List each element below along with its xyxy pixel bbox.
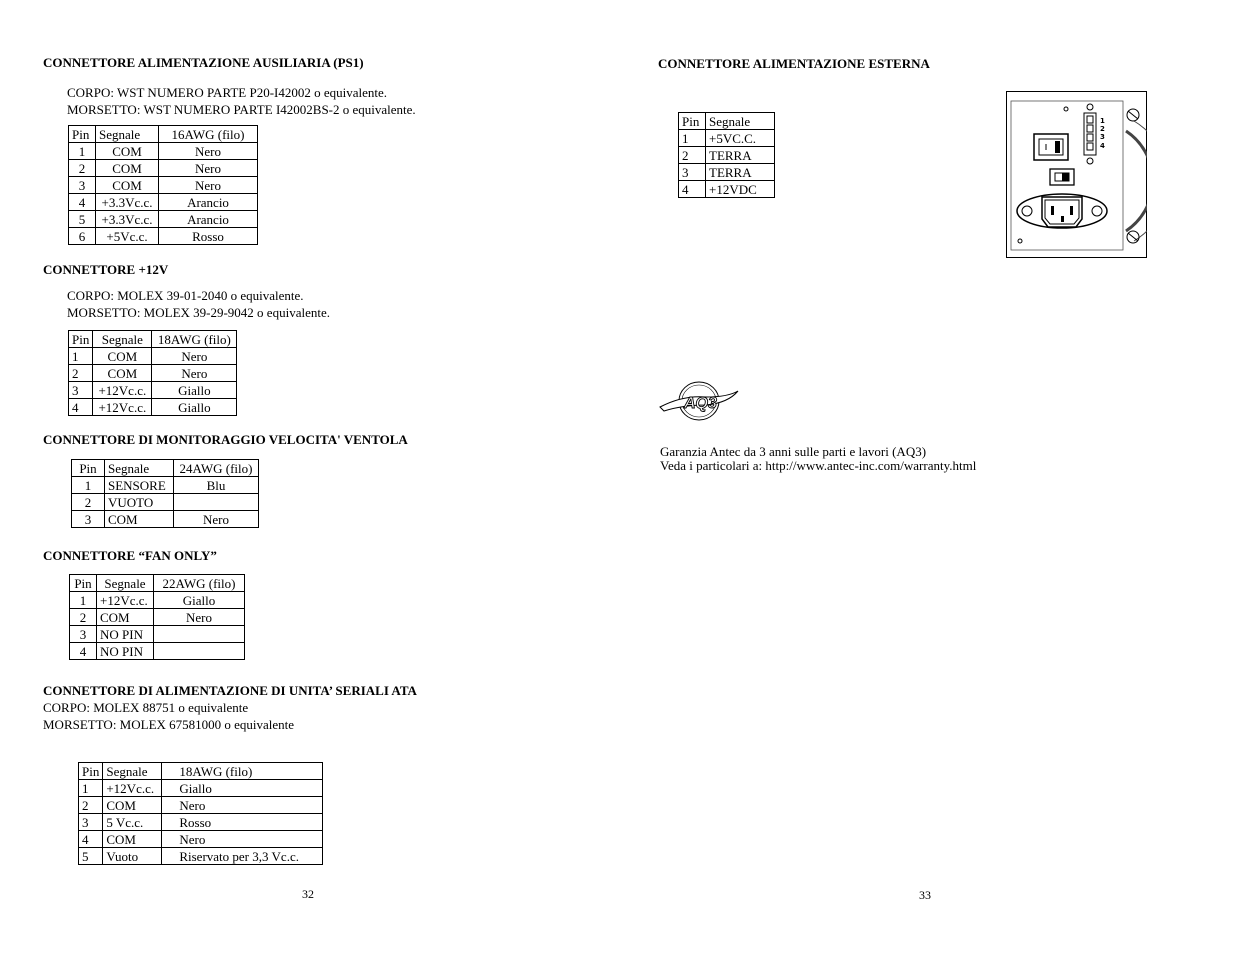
cell: COM xyxy=(103,797,162,814)
cell: 4 xyxy=(69,399,93,416)
cell: 4 xyxy=(79,831,103,848)
table-row xyxy=(72,494,259,511)
cell: Rosso xyxy=(162,814,323,831)
cell: 1 xyxy=(72,477,105,494)
table-row xyxy=(69,228,258,245)
table-row xyxy=(79,797,323,814)
column-header: Pin xyxy=(70,575,97,592)
column-header: Segnale xyxy=(105,460,174,477)
cell: 2 xyxy=(70,609,97,626)
table-row xyxy=(70,592,245,609)
cell: Riservato per 3,3 Vc.c. xyxy=(162,848,323,865)
cell: NO PIN xyxy=(97,626,154,643)
table-header-row xyxy=(70,575,245,592)
ps1-table xyxy=(68,125,258,245)
v12-heading: CONNETTORE +12V xyxy=(43,262,169,277)
cell: 4 xyxy=(69,194,96,211)
cell: Nero xyxy=(162,831,323,848)
sata-table xyxy=(78,762,323,865)
cell: Nero xyxy=(159,143,258,160)
cell: TERRA xyxy=(706,147,775,164)
table-row xyxy=(70,609,245,626)
cell: NO PIN xyxy=(97,643,154,660)
pin-label: 2 xyxy=(1100,125,1105,133)
sata-heading: CONNETTORE DI ALIMENTAZIONE DI UNITA’ SERIALI ATA xyxy=(43,683,417,698)
pin-label: 4 xyxy=(1100,142,1105,150)
table-row xyxy=(79,814,323,831)
cell: 1 xyxy=(79,780,103,797)
cell: +5Vc.c. xyxy=(96,228,159,245)
column-header: Pin xyxy=(79,763,103,780)
pin-label: 3 xyxy=(1100,133,1105,141)
table-row xyxy=(79,780,323,797)
cell: +12Vc.c. xyxy=(97,592,154,609)
table-row xyxy=(70,626,245,643)
cell: COM xyxy=(103,831,162,848)
ps1-body-line: CORPO: WST NUMERO PARTE P20-I42002 o equivalente. xyxy=(67,85,388,100)
cell: 3 xyxy=(79,814,103,831)
column-header: Pin xyxy=(69,331,93,348)
page-number-left: 32 xyxy=(302,887,314,901)
logo-text: AQ3 xyxy=(684,395,717,412)
cell: COM xyxy=(96,160,159,177)
cell: 2 xyxy=(69,160,96,177)
cell: 1 xyxy=(679,130,706,147)
cell: Nero xyxy=(174,511,259,528)
column-header: Pin xyxy=(679,113,706,130)
cell: Arancio xyxy=(159,211,258,228)
fanonly-table xyxy=(69,574,245,660)
cell: 3 xyxy=(679,164,706,181)
cell: 5 Vc.c. xyxy=(103,814,162,831)
cell: +12Vc.c. xyxy=(103,780,162,797)
table-row xyxy=(679,164,775,181)
table-row xyxy=(69,177,258,194)
cell: 2 xyxy=(79,797,103,814)
table-row xyxy=(679,147,775,164)
cell: Nero xyxy=(152,365,237,382)
warranty-line-2: Veda i particolari a: http://www.antec-inc.com/warranty.html xyxy=(660,458,977,473)
cell: COM xyxy=(93,365,152,382)
table-header-row xyxy=(679,113,775,130)
table-header-row xyxy=(69,331,237,348)
cell: COM xyxy=(93,348,152,365)
cell: +3.3Vc.c. xyxy=(96,194,159,211)
cell: 1 xyxy=(69,143,96,160)
fanmon-table xyxy=(71,459,259,528)
cell xyxy=(154,626,245,643)
cell: +12Vc.c. xyxy=(93,382,152,399)
cell: +3.3Vc.c. xyxy=(96,211,159,228)
cell: Giallo xyxy=(152,382,237,399)
aq3-logo xyxy=(658,377,740,423)
column-header: 16AWG (filo) xyxy=(159,126,258,143)
table-row xyxy=(69,365,237,382)
fanonly-heading: CONNETTORE “FAN ONLY” xyxy=(43,548,217,563)
cell: COM xyxy=(105,511,174,528)
cell: Vuoto xyxy=(103,848,162,865)
table-row xyxy=(679,130,775,147)
fanmon-heading: CONNETTORE DI MONITORAGGIO VELOCITA' VENTOLA xyxy=(43,432,408,447)
ps1-heading: CONNETTORE ALIMENTAZIONE AUSILIARIA (PS1) xyxy=(43,55,364,70)
column-header: Pin xyxy=(69,126,96,143)
table-header-row xyxy=(69,126,258,143)
column-header: 18AWG (filo) xyxy=(162,763,323,780)
cell: Nero xyxy=(159,177,258,194)
cell: Nero xyxy=(162,797,323,814)
cell: Arancio xyxy=(159,194,258,211)
cell: Blu xyxy=(174,477,259,494)
cell: 3 xyxy=(69,177,96,194)
cell: 3 xyxy=(70,626,97,643)
table-row xyxy=(69,160,258,177)
cell: COM xyxy=(97,609,154,626)
pin-label: 1 xyxy=(1100,117,1105,125)
table-row xyxy=(69,211,258,228)
cell: VUOTO xyxy=(105,494,174,511)
cell: COM xyxy=(96,177,159,194)
cell: Giallo xyxy=(152,399,237,416)
cell: 1 xyxy=(69,348,93,365)
cell: 3 xyxy=(69,382,93,399)
table-row xyxy=(69,348,237,365)
warranty-line-1: Garanzia Antec da 3 anni sulle parti e lavori (AQ3) xyxy=(660,444,927,459)
table-row xyxy=(69,382,237,399)
cell: Giallo xyxy=(162,780,323,797)
column-header: 18AWG (filo) xyxy=(152,331,237,348)
cell: 2 xyxy=(69,365,93,382)
cell: Rosso xyxy=(159,228,258,245)
column-header: Segnale xyxy=(706,113,775,130)
column-header: 24AWG (filo) xyxy=(174,460,259,477)
cell: +5VC.C. xyxy=(706,130,775,147)
cell: SENSORE xyxy=(105,477,174,494)
cell: Nero xyxy=(154,609,245,626)
cell: Nero xyxy=(152,348,237,365)
cell: 1 xyxy=(70,592,97,609)
cell: TERRA xyxy=(706,164,775,181)
cell: +12Vc.c. xyxy=(93,399,152,416)
column-header: Segnale xyxy=(93,331,152,348)
table-row xyxy=(69,143,258,160)
cell: 3 xyxy=(72,511,105,528)
table-row xyxy=(679,181,775,198)
table-header-row xyxy=(72,460,259,477)
column-header: Segnale xyxy=(103,763,162,780)
external-table xyxy=(678,112,775,198)
column-header: Segnale xyxy=(96,126,159,143)
v12-table xyxy=(68,330,237,416)
table-row xyxy=(79,831,323,848)
psu-panel-diagram xyxy=(1006,91,1147,258)
cell: COM xyxy=(96,143,159,160)
sata-body-line: CORPO: MOLEX 88751 o equivalente xyxy=(43,700,249,715)
ps1-terminal-line: MORSETTO: WST NUMERO PARTE I42002BS-2 o equivalente. xyxy=(67,102,416,117)
page-number-right: 33 xyxy=(919,888,931,902)
cell xyxy=(174,494,259,511)
cell: 2 xyxy=(679,147,706,164)
table-row xyxy=(72,511,259,528)
cell: 6 xyxy=(69,228,96,245)
table-row xyxy=(69,399,237,416)
column-header: Pin xyxy=(72,460,105,477)
sata-terminal-line: MORSETTO: MOLEX 67581000 o equivalente xyxy=(43,717,295,732)
external-heading: CONNETTORE ALIMENTAZIONE ESTERNA xyxy=(658,56,930,71)
table-row xyxy=(79,848,323,865)
cell: 4 xyxy=(679,181,706,198)
cell: +12VDC xyxy=(706,181,775,198)
cell: 5 xyxy=(79,848,103,865)
v12-body-line: CORPO: MOLEX 39-01-2040 o equivalente. xyxy=(67,288,304,303)
cell: Giallo xyxy=(154,592,245,609)
column-header: 22AWG (filo) xyxy=(154,575,245,592)
cell: 2 xyxy=(72,494,105,511)
column-header: Segnale xyxy=(97,575,154,592)
table-row xyxy=(69,194,258,211)
cell: 5 xyxy=(69,211,96,228)
cell: 4 xyxy=(70,643,97,660)
cell: Nero xyxy=(159,160,258,177)
v12-terminal-line: MORSETTO: MOLEX 39-29-9042 o equivalente. xyxy=(67,305,330,320)
table-header-row xyxy=(79,763,323,780)
cell xyxy=(154,643,245,660)
table-row xyxy=(70,643,245,660)
table-row xyxy=(72,477,259,494)
